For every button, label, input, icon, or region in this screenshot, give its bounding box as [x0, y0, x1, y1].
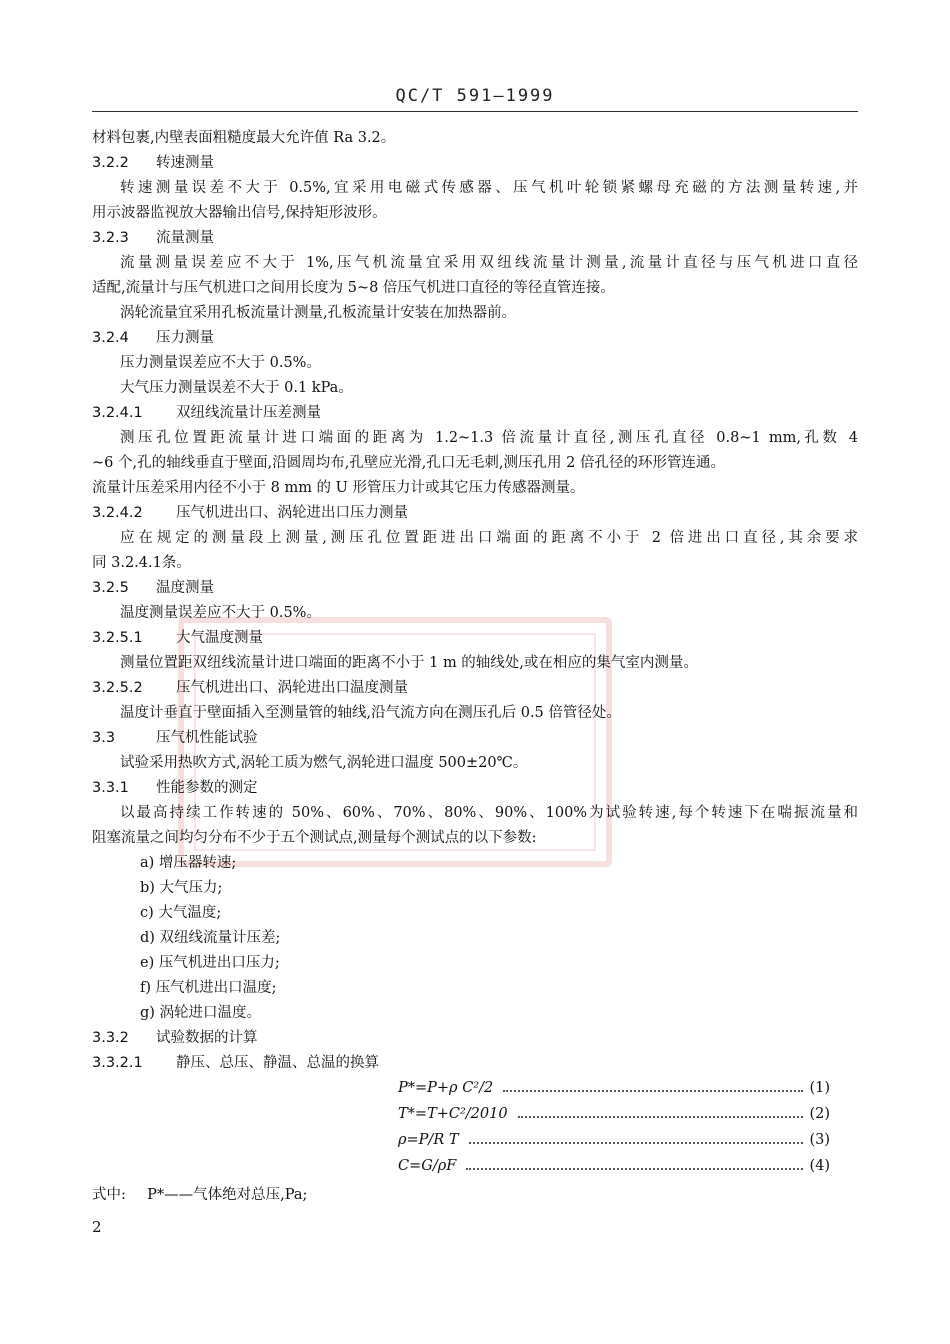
formula-expression: P*=P+ρ C²/2 [398, 1080, 494, 1096]
body-text-line: 用示波器监视放大器输出信号,保持矩形波形。 [92, 205, 387, 221]
section-heading-3-2-4: 3.2.4 压力测量 [92, 330, 214, 346]
list-item: e) 压气机进出口压力; [140, 955, 280, 971]
body-text-line: 测压孔位置距流量计进口端面的距离为 1.2~1.3 倍流量计直径,测压孔直径 0.8~1 mm,孔数 4 [120, 430, 858, 446]
body-text-line: 涡轮流量宜采用孔板流量计测量,孔板流量计安装在加热器前。 [120, 305, 517, 321]
section-heading-3-2-3: 3.2.3 流量测量 [92, 230, 214, 246]
body-text-line: 温度测量误差应不大于 0.5%。 [120, 605, 321, 621]
body-text-line: 材料包裹,内壁表面粗糙度最大允许值 Ra 3.2。 [92, 130, 396, 146]
list-item: g) 涡轮进口温度。 [140, 1005, 262, 1021]
body-text-line: 转速测量误差不大于 0.5%,宜采用电磁式传感器、压气机叶轮锁紧螺母充磁的方法测量转速,并 [120, 180, 858, 196]
standard-number-header: QC/T 591—1999 [395, 86, 555, 106]
section-heading-3-2-4-2: 3.2.4.2 压气机进出口、涡轮进出口压力测量 [92, 505, 408, 521]
list-item: c) 大气温度; [140, 905, 222, 921]
leader-dots [518, 1116, 804, 1118]
equation-number: (1) [809, 1080, 830, 1096]
page-number: 2 [92, 1218, 102, 1236]
section-heading-3-2-5: 3.2.5 温度测量 [92, 580, 214, 596]
formula-3 [398, 1130, 830, 1150]
equation-number: (4) [809, 1158, 830, 1174]
section-heading-3-3-2: 3.3.2 试验数据的计算 [92, 1030, 258, 1046]
section-heading-3-3-2-1: 3.3.2.1 静压、总压、静温、总温的换算 [92, 1055, 379, 1071]
body-text-line: 压力测量误差应不大于 0.5%。 [120, 355, 321, 371]
leader-dots [503, 1090, 803, 1092]
body-text-line: 阻塞流量之间均匀分布不少于五个测试点,测量每个测试点的以下参数: [92, 830, 537, 846]
equation-number: (2) [809, 1106, 830, 1122]
body-text-line: 温度计垂直于壁面插入至测量管的轴线,沿气流方向在测压孔后 0.5 倍管径处。 [120, 705, 621, 721]
section-heading-3-2-5-2: 3.2.5.2 压气机进出口、涡轮进出口温度测量 [92, 680, 408, 696]
formula-expression: C=G/ρF [398, 1158, 457, 1174]
section-heading-3-3: 3.3 压气机性能试验 [92, 730, 258, 746]
body-text-line: 同 3.2.4.1条。 [92, 555, 191, 571]
formula-2 [398, 1104, 830, 1124]
body-text-line: ~6 个,孔的轴线垂直于壁面,沿圆周均布,孔壁应光滑,孔口无毛刺,测压孔用 2 倍孔径的环形管连通。 [92, 455, 725, 471]
formula-expression: T*=T+C²/2010 [398, 1106, 508, 1122]
list-item: d) 双纽线流量计压差; [140, 930, 281, 946]
section-heading-3-2-2: 3.2.2 转速测量 [92, 155, 214, 171]
where-line [92, 1185, 307, 1205]
body-text-line: 试验采用热吹方式,涡轮工质为燃气,涡轮进口温度 500±20℃。 [120, 755, 528, 771]
list-item: a) 增压器转速; [140, 855, 237, 871]
section-heading-3-3-1: 3.3.1 性能参数的测定 [92, 780, 258, 796]
body-text-line: 大气压力测量误差不大于 0.1 kPa。 [120, 380, 353, 396]
formula-4 [398, 1156, 830, 1176]
body-text-line: 适配,流量计与压气机进口之间用长度为 5~8 倍压气机进口直径的等径直管连接。 [92, 280, 615, 296]
where-definition: P*——气体绝对总压,Pa; [147, 1187, 308, 1203]
formula-1 [398, 1078, 830, 1098]
list-item: f) 压气机进出口温度; [140, 980, 277, 996]
header-rule [92, 111, 858, 112]
leader-dots [469, 1142, 804, 1144]
formula-expression: ρ=P/R T [398, 1132, 459, 1148]
body-text-line: 流量测量误差应不大于 1%,压气机流量宜采用双纽线流量计测量,流量计直径与压气机进口直径 [120, 255, 858, 271]
leader-dots [466, 1168, 803, 1170]
body-text-line: 流量计压差采用内径不小于 8 mm 的 U 形管压力计或其它压力传感器测量。 [92, 480, 585, 496]
where-label: 式中: [92, 1187, 126, 1203]
body-text-line: 测量位置距双纽线流量计进口端面的距离不小于 1 m 的轴线处,或在相应的集气室内测量。 [120, 655, 698, 671]
body-text-line: 应在规定的测量段上测量,测压孔位置距进出口端面的距离不小于 2 倍进出口直径,其余要求 [120, 530, 858, 546]
section-heading-3-2-5-1: 3.2.5.1 大气温度测量 [92, 630, 263, 646]
section-heading-3-2-4-1: 3.2.4.1 双纽线流量计压差测量 [92, 405, 321, 421]
list-item: b) 大气压力; [140, 880, 223, 896]
equation-number: (3) [809, 1132, 830, 1148]
body-text-line: 以最高持续工作转速的 50%、60%、70%、80%、90%、100%为试验转速,每个转速下在喘振流量和 [120, 805, 858, 821]
